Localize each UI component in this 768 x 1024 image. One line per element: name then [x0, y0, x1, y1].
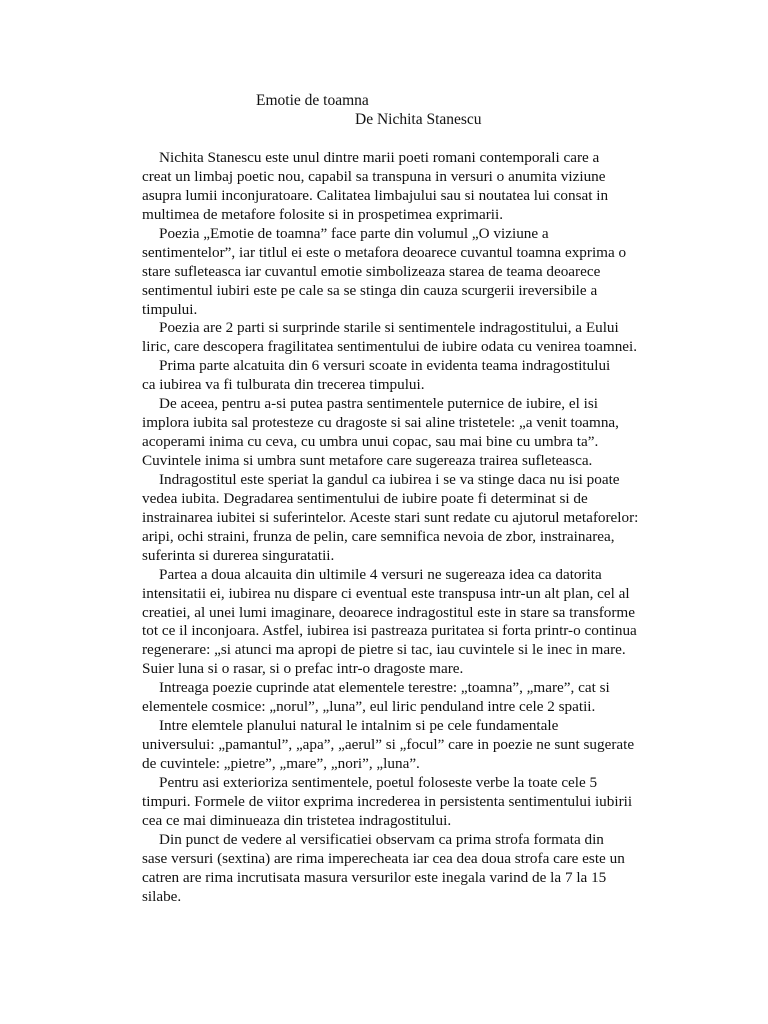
text-line: Pentru asi exterioriza sentimentele, poetul foloseste verbe la toate cele 5	[159, 773, 598, 791]
text-line: timpuri. Formele de viitor exprima increderea in persistenta sentimentului iubirii	[142, 792, 633, 810]
text-line: regenerare: „si atunci ma apropi de pietre si tac, iau cuvintele si le inec in mare.	[142, 641, 626, 659]
text-line: sentimentul iubiri este pe cale sa se stinga din cauza scurgerii ireversibile a	[142, 281, 598, 299]
text-line: Intre elemtele planului natural le intalnim si pe cele fundamentale	[159, 717, 559, 735]
text-line: Suier luna si o rasar, si o prefac intr-o dragoste mare.	[142, 660, 464, 678]
text-line: creatiei, al unei lumi imaginare, deoarece indragostitul este in stare sa transforme	[142, 603, 635, 621]
text-line: Partea a doua alcauita din ultimile 4 versuri ne sugereaza idea ca datorita	[159, 565, 602, 583]
text-line: elementele cosmice: „norul”, „luna”, eul liric penduland intre cele 2 spatii.	[142, 698, 596, 716]
text-line: multimea de metafore folosite si in prospetimea exprimarii.	[142, 205, 504, 223]
text-line: De aceea, pentru a-si putea pastra sentimentele puternice de iubire, el isi	[159, 395, 598, 413]
text-line: implora iubita sal protesteze cu dragoste si sai aline tristetele: „a venit toamna,	[142, 414, 619, 432]
text-line: silabe.	[142, 887, 182, 905]
text-line: Cuvintele inima si umbra sunt metafore care sugereaza trairea sufleteasca.	[142, 452, 593, 469]
text-line: Nichita Stanescu este unul dintre marii poeti romani contemporali care a	[159, 149, 600, 166]
text-line: vedea iubita. Degradarea sentimentului de iubire poate fi determinat si de	[142, 489, 588, 507]
text-line: Indragostitul este speriat la gandul ca iubirea i se va stinge daca nu isi poate	[159, 470, 620, 488]
text-line: timpului.	[142, 300, 198, 318]
text-line: aripi, ochi straini, frunza de pelin, care semnifica nevoia de zbor, instrainarea,	[142, 527, 615, 545]
text-line: sase versuri (sextina) are rima imperecheata iar cea dea doua strofa care este un	[142, 849, 625, 867]
text-line: catren are rima incrutisata masura versurilor este inegala varind de la 7 la 15	[142, 868, 607, 886]
text-line: suferinta si durerea singuratatii.	[142, 546, 335, 564]
text-line: creat un limbaj poetic nou, capabil sa transpuna in versuri o anumita viziune	[142, 167, 606, 185]
text-line: cea ce mai diminueaza din tristetea indragostitului.	[142, 811, 452, 829]
text-line: acoperami inima cu ceva, cu umbra unui copac, sau mai bine cu umbra ta”.	[142, 433, 599, 451]
text-line: Intreaga poezie cuprinde atat elementele terestre: „toamna”, „mare”, cat si	[159, 679, 610, 697]
text-line: instrainarea iubitei si suferintelor. Aceste stari sunt redate cu ajutorul metaforelor:	[142, 508, 639, 526]
text-line: sentimentelor”, iar titlul ei este o metafora deoarece cuvantul toamna exprima o	[142, 243, 627, 261]
text-line: intensitatii ei, iubirea nu dispare ci eventual este transpusa intr-un alt plan, cel al	[142, 584, 630, 602]
text-line: Poezia are 2 parti si surprinde starile si sentimentele indragostitului, a Eului	[159, 319, 619, 337]
text-line: liric, care descopera fragilitatea sentimentului de iubire odata cu venirea toamnei.	[142, 338, 638, 356]
text-line: Din punct de vedere al versificatiei observam ca prima strofa formata din	[159, 830, 604, 848]
text-line: Poezia „Emotie de toamna” face parte din volumul „O viziune a	[159, 224, 549, 242]
text-line: universului: „pamantul”, „apa”, „aerul” si „focul” care in poezie ne sunt sugerate	[142, 736, 635, 754]
text-line: tot ce il inconjoara. Astfel, iubirea isi pastreaza puritatea si forta printr-o continua	[142, 622, 637, 640]
text-line: ca iubirea va fi tulburata din trecerea timpului.	[142, 376, 425, 394]
text-line: Prima parte alcatuita din 6 versuri scoate in evidenta teama indragostitului	[159, 357, 611, 375]
document-title: Emotie de toamna	[256, 92, 369, 109]
text-line: de cuvintele: „pietre”, „mare”, „nori”, „luna”.	[142, 755, 420, 772]
text-line: stare sufleteasca iar cuvantul emotie simbolizeaza starea de teama deoarece	[142, 262, 601, 280]
document-body	[142, 149, 650, 907]
text-line: asupra lumii inconjuratoare. Calitatea limbajului sau si noutatea lui consat in	[142, 186, 609, 204]
document-author: De Nichita Stanescu	[355, 111, 482, 128]
